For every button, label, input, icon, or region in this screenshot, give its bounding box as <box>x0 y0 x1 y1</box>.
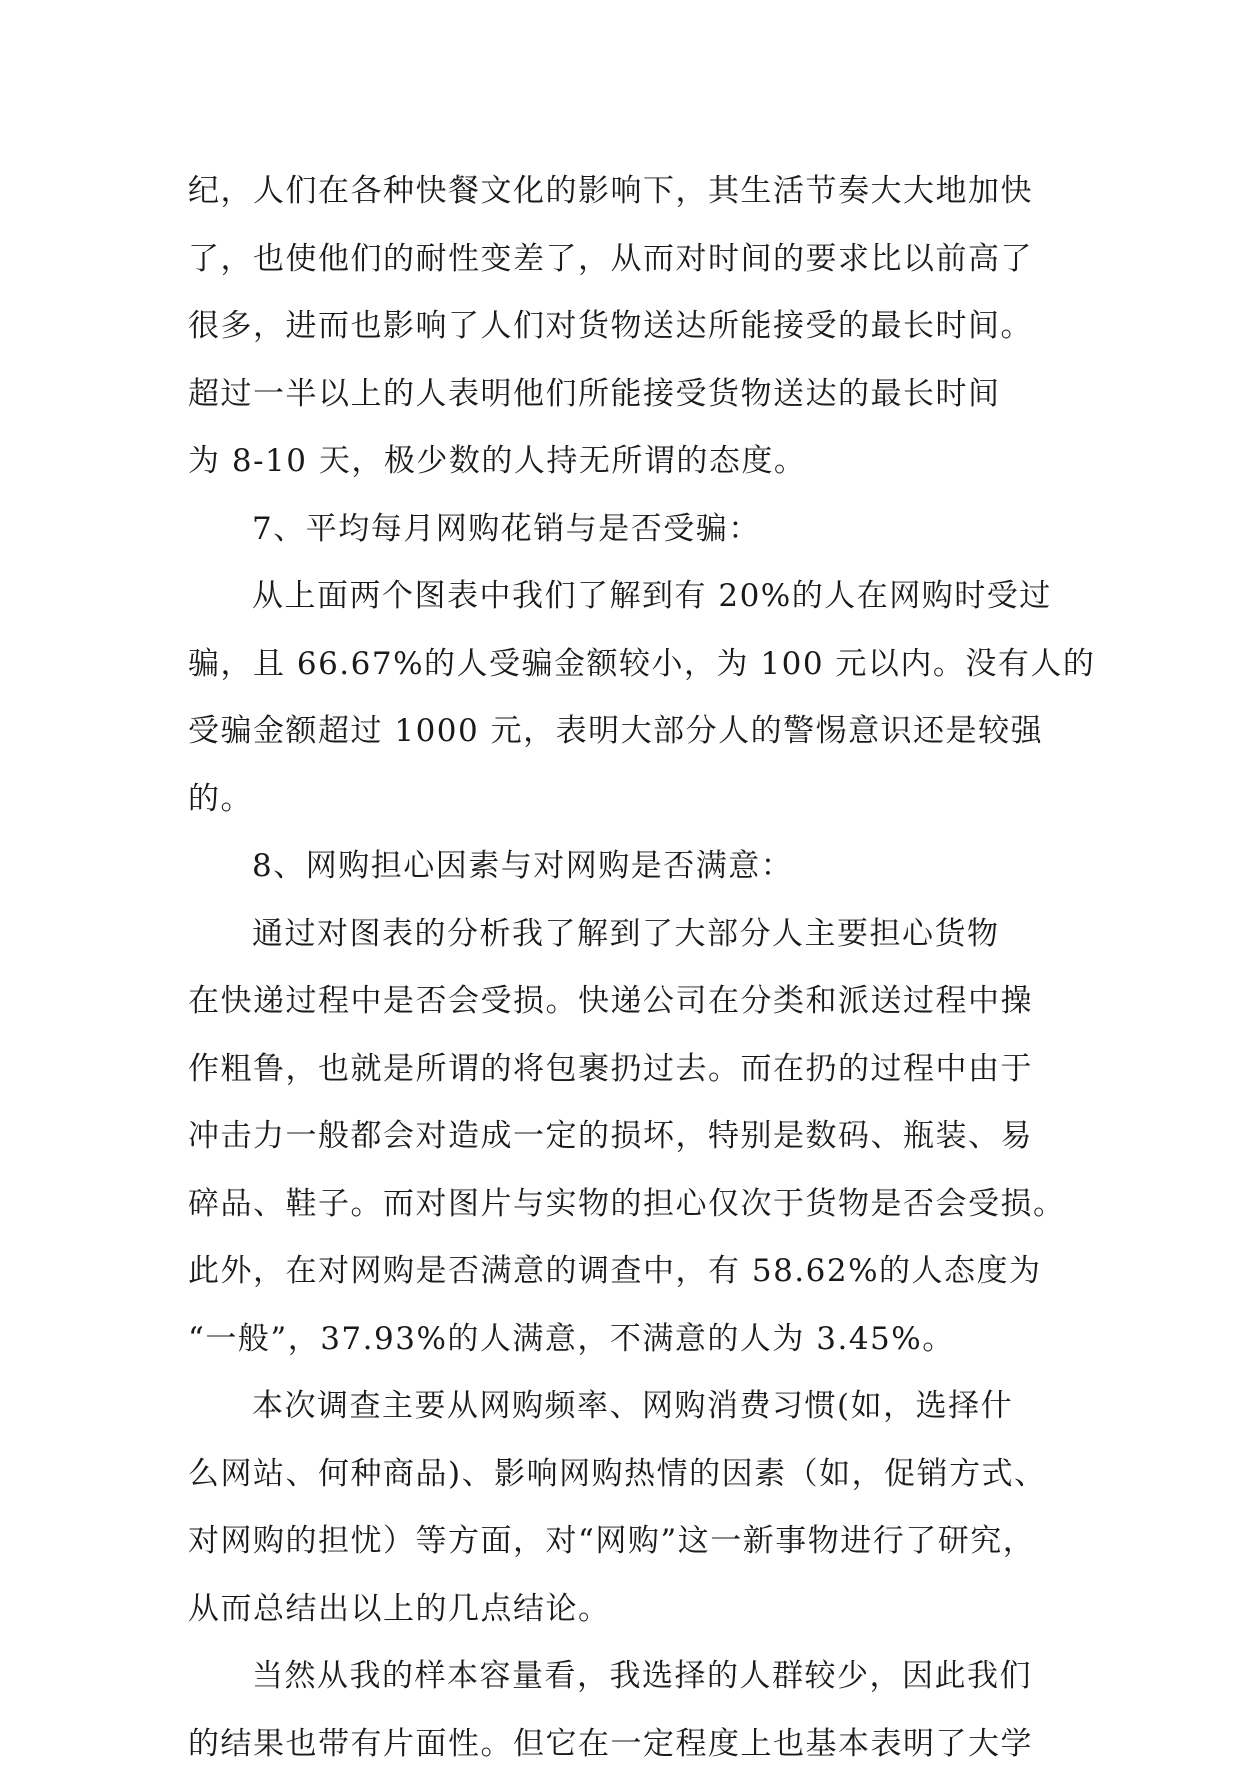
body-text <box>188 158 1068 1778</box>
text-line: 本次调查主要从网购频率、网购消费习惯(如，选择什 <box>188 1373 1068 1441</box>
text-line: 受骗金额超过 1000 元，表明大部分人的警惕意识还是较强 <box>188 698 1068 766</box>
text-line: 通过对图表的分析我了解到了大部分人主要担心货物 <box>188 901 1068 969</box>
text-line: 了，也使他们的耐性变差了，从而对时间的要求比以前高了 <box>188 226 1068 294</box>
text-line: 么网站、何种商品)、影响网购热情的因素（如，促销方式、 <box>188 1441 1068 1509</box>
text-line: 为 8-10 天，极少数的人持无所谓的态度。 <box>188 428 1068 496</box>
text-line: 从上面两个图表中我们了解到有 20%的人在网购时受过 <box>188 563 1068 631</box>
text-line: 此外，在对网购是否满意的调查中，有 58.62%的人态度为 <box>188 1238 1068 1306</box>
text-line: 冲击力一般都会对造成一定的损坏，特别是数码、瓶装、易 <box>188 1103 1068 1171</box>
text-line: 对网购的担忧）等方面，对“网购”这一新事物进行了研究， <box>188 1508 1068 1576</box>
text-line: 纪，人们在各种快餐文化的影响下，其生活节奏大大地加快 <box>188 158 1068 226</box>
text-line: 超过一半以上的人表明他们所能接受货物送达的最长时间 <box>188 361 1068 429</box>
text-line: 很多，进而也影响了人们对货物送达所能接受的最长时间。 <box>188 293 1068 361</box>
text-line: 当然从我的样本容量看，我选择的人群较少，因此我们 <box>188 1643 1068 1711</box>
text-line: 的。 <box>188 766 1068 834</box>
text-line: 碎品、鞋子。而对图片与实物的担心仅次于货物是否会受损。 <box>188 1171 1068 1239</box>
text-line: 从而总结出以上的几点结论。 <box>188 1576 1068 1644</box>
text-line: 骗，且 66.67%的人受骗金额较小，为 100 元以内。没有人的 <box>188 631 1068 699</box>
text-line: 的结果也带有片面性。但它在一定程度上也基本表明了大学 <box>188 1711 1068 1778</box>
section-heading-7: 7、平均每月网购花销与是否受骗： <box>188 496 1068 564</box>
text-line: “一般”，37.93%的人满意，不满意的人为 3.45%。 <box>188 1306 1068 1374</box>
section-heading-8: 8、网购担心因素与对网购是否满意： <box>188 833 1068 901</box>
text-line: 作粗鲁，也就是所谓的将包裹扔过去。而在扔的过程中由于 <box>188 1036 1068 1104</box>
text-line: 在快递过程中是否会受损。快递公司在分类和派送过程中操 <box>188 968 1068 1036</box>
